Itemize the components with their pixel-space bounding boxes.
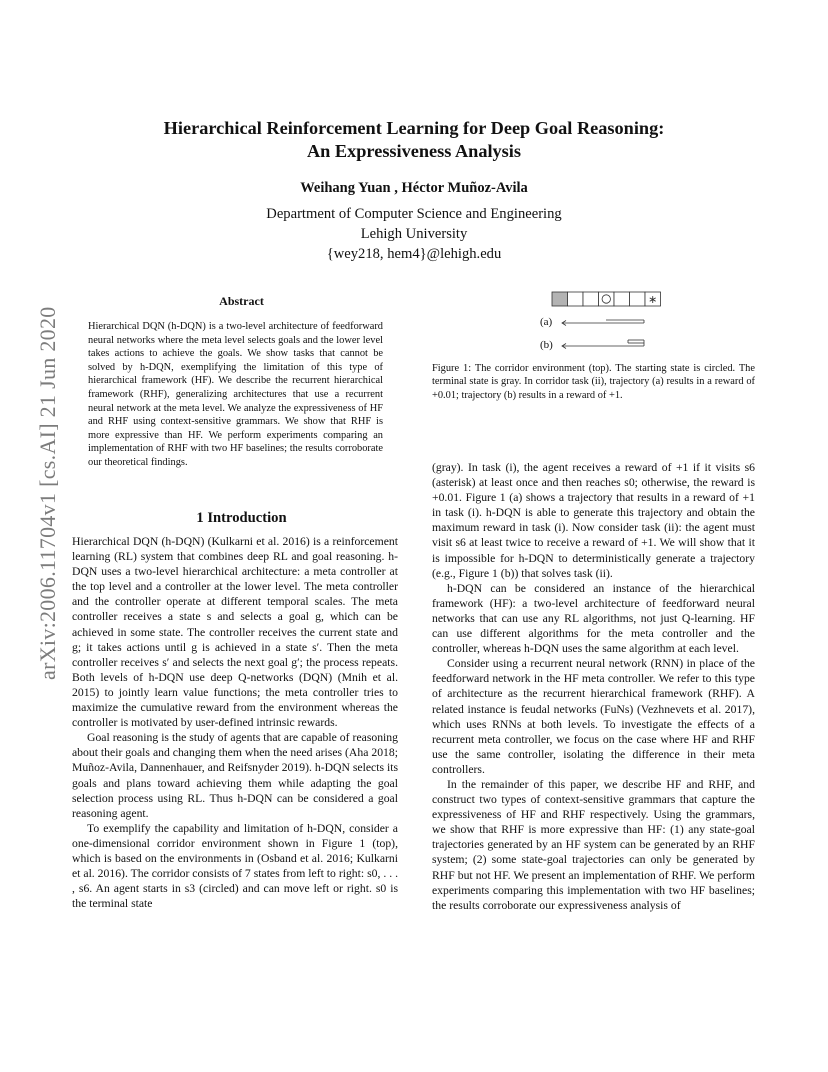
- star-icon: ∗: [648, 293, 658, 306]
- corridor-cell: [614, 292, 630, 306]
- title-line-2: An Expressiveness Analysis: [306, 141, 521, 161]
- title-line-1: Hierarchical Reinforcement Learning for Deep Goal Reasoning:: [163, 118, 665, 138]
- left-column: [72, 534, 398, 911]
- arxiv-stamp: [10, 300, 60, 680]
- terminal-cell: [552, 292, 568, 306]
- affiliation-univ: Lehigh University: [360, 226, 468, 242]
- figure-1: [432, 286, 755, 446]
- paragraph: Hierarchical DQN (h-DQN) (Kulkarni et al. 2016) is a reinforcement learning (RL) system that combines deep RL and goal reasoning. h-DQN uses a two-level hierarchical architecture: a meta controller at the top level and a controller at the lower level. The meta controller and the controller operate at different temporal scales. The meta controller receives a state s and selects a goal g, which can be achieved in some state. The controller receives the current state and g; it takes actions until g is achieved in a state s′. Then the meta controller receives s′ and selects the next goal g′; the process repeats. Both levels of h-DQN use deep Q-networks (DQN) (Mnih et al. 2015) to jointly learn value functions; the meta controller tries to maximize the cumulative reward from the environment whereas the controller is motivated by user-defined intrinsic rewards.: [72, 535, 398, 730]
- right-column: [432, 460, 755, 913]
- paragraph: Consider using a recurrent neural network (RNN) in place of the feedforward network in the HF meta controller. We refer to this type of architecture as the recurrent hierarchical framework (RHF). A related instance is feudal networks (FuNs) (Vezhnevets et al. 2017), which uses RNNs at both levels. To investigate the effects of a recurrent meta controller, we focus on the case where HF and RHF use the same controller, isolating the difference in their meta controllers.: [432, 657, 755, 776]
- section-heading-introduction: 1 Introduction: [196, 510, 287, 526]
- arxiv-id: arXiv:2006.11704v1 [cs.AI] 21 Jun 2020: [35, 306, 60, 680]
- trajectory-label-b: (b): [540, 339, 553, 351]
- abstract-heading: Abstract: [219, 294, 264, 308]
- corridor-diagram: [432, 286, 755, 361]
- corridor-cell: [583, 292, 599, 306]
- affiliation-email: {wey218, hem4}@lehigh.edu: [326, 246, 502, 262]
- affiliation: [88, 204, 740, 264]
- corridor-cell: [630, 292, 646, 306]
- abstract-text: Hierarchical DQN (h-DQN) is a two-level architecture of feedforward neural networks where the meta level selects goals and the lower level takes actions to achieve the goals. We show tasks that cannot be solved by h-DQN, exemplifying the limitation of this type of hierarchical framework (HF). We describe the recurrent hierarchical framework (RHF), generalizing architectures that use a recurrent neural network at the meta level. We analyze the expressiveness of HF and RHF using context-sensitive grammars. We show that RHF is more expressive than HF. We perform experiments comparing an implementation of RHF with two HF baselines; the results corroborate our theoretical findings.: [88, 321, 383, 468]
- start-cell: [599, 292, 615, 306]
- paragraph: Goal reasoning is the study of agents that are capable of reasoning about their goals and changing them when the need arises (Aha 2018; Muñoz-Avila, Dannenhauer, and Reifsnyder 2019). h-DQN selects its goals and plans toward achieving them while adapting the goal selection process using RL. Thus h-DQN can be considered a goal reasoning agent.: [72, 731, 398, 820]
- paragraph: In the remainder of this paper, we describe HF and RHF, and construct two types of context-sensitive grammars that capture the expressiveness of HF and RHF respectively. Using the grammars, we show that RHF is more expressive than HF: (1) any state-goal trajectories generated by an HF system can be generated by an RHF system; (2) some state-goal trajectories can only be generated by RHF but not HF. We present an implementation of RHF. We perform experiments comparing this implementation with two HF baselines; the results corroborate our expressiveness analysis of: [432, 777, 755, 912]
- trajectory-label-a: (a): [540, 316, 553, 328]
- paper-title: [88, 117, 740, 163]
- paragraph: To exemplify the capability and limitation of h-DQN, consider a one-dimensional corridor environment shown in Figure 1 (top), which is based on the environments in (Osband et al. 2016; Kulkarni et al. 2016). The corridor consists of 7 states from left to right: s0, . . . , s6. An agent starts in s3 (circled) and can move left or right. s0 is the terminal state: [72, 821, 398, 911]
- authors: Weihang Yuan , Héctor Muñoz-Avila: [300, 180, 528, 196]
- figure-caption: Figure 1: The corridor environment (top). The starting state is circled. The terminal state is gray. In corridor task (ii), trajectory (a) results in a reward of +0.01; trajectory (b) results in a reward of +1.: [432, 363, 755, 401]
- paragraph: (gray). In task (i), the agent receives a reward of +1 if it visits s6 (asterisk) at least once and then reaches s0; otherwise, the reward is +0.01. Figure 1 (a) shows a trajectory that results in a reward of +1 in task (i). h-DQN is able to generate this trajectory and obtain the maximum reward in task (i). Now consider task (ii): the agent must visit s6 at least twice to receive a reward of +1. We will show that it is impossible for h-DQN to deterministically generate a trajectory (e.g., Figure 1 (b)) that solves task (ii).: [432, 461, 755, 580]
- affiliation-dept: Department of Computer Science and Engineering: [266, 206, 562, 222]
- corridor-cell: [568, 292, 584, 306]
- paragraph: h-DQN can be considered an instance of the hierarchical framework (HF): a two-level architecture of feedforward neural networks that can use any RL algorithms, not just Q-learning. HF can use different algorithms for the meta controller and the controller, whereas h-DQN uses the same algorithm at each level.: [432, 581, 755, 656]
